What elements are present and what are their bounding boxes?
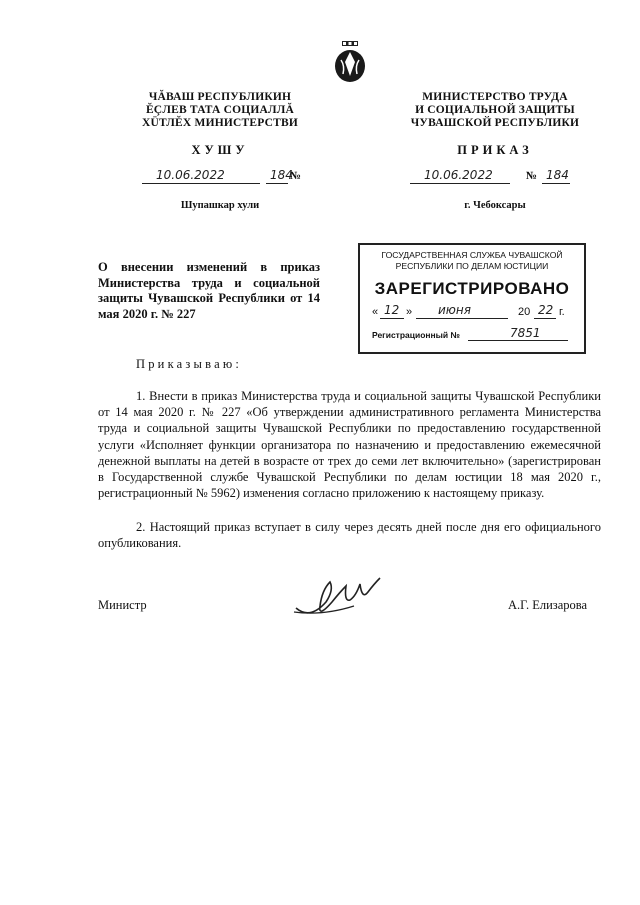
left-city: Шупашкар хули: [180, 200, 260, 211]
left-date-underline: [142, 183, 260, 184]
document-title: О внесении изменений в приказ Министерства труда и социальной защиты Чувашской Республики от 14 мая 2020 г. № 227: [98, 260, 320, 321]
stamp-registered-label: ЗАРЕГИСТРИРОВАНО: [374, 279, 570, 298]
right-date-number: [410, 168, 580, 186]
stamp-reg-number: 7851: [510, 326, 541, 340]
left-header-line: ĔÇЛЕВ ТАТА СОЦИАЛЛĂ: [145, 104, 295, 116]
right-number-handwritten: 184: [546, 168, 569, 182]
stamp-reg-label: Регистрационный №: [372, 330, 460, 340]
signer-position: Министр: [98, 598, 147, 612]
left-doc-type: ХУШУ: [191, 143, 249, 157]
stamp-month-underline: [416, 318, 508, 319]
order-paragraph: 2. Настоящий приказ вступает в силу через десять дней после дня его официального опубликования.: [98, 520, 601, 551]
stamp-date-row: [360, 303, 584, 323]
right-header-line: ЧУВАШСКОЙ РЕСПУБЛИКИ: [410, 117, 580, 129]
right-header-line: И СОЦИАЛЬНОЙ ЗАЩИТЫ: [415, 104, 575, 116]
signer-name: А.Г. Елизарова: [508, 598, 588, 612]
left-header-org: [120, 91, 320, 130]
left-header-line: ЧĂВАШ РЕСПУБЛИКИН: [148, 91, 292, 103]
right-header-org: [395, 91, 595, 130]
stamp-year-suffix: 22: [538, 303, 554, 317]
stamp-reg-row: [360, 325, 584, 343]
left-header-line: ХÜТЛĔХ МИНИСТЕРСТВИ: [141, 117, 299, 129]
stamp-year-underline: [534, 318, 556, 319]
left-date-handwritten: 10.06.2022: [156, 168, 225, 182]
stamp-month: июня: [438, 303, 471, 317]
right-city: г. Чебоксары: [464, 200, 526, 211]
order-word: Приказываю:: [136, 357, 243, 371]
stamp-reg-underline: [468, 340, 568, 341]
left-number-sign: №: [290, 170, 302, 182]
handwritten-signature-icon: [292, 572, 384, 624]
stamp-quote-open: «: [372, 306, 379, 318]
right-date-handwritten: 10.06.2022: [424, 168, 493, 182]
right-date-underline: [410, 183, 510, 184]
stamp-org-line: РЕСПУБЛИКИ ПО ДЕЛАМ ЮСТИЦИИ: [395, 261, 549, 271]
stamp-org-line: ГОСУДАРСТВЕННАЯ СЛУЖБА ЧУВАШСКОЙ: [381, 250, 563, 260]
stamp-year-prefix: 20: [518, 306, 531, 318]
right-doc-type: ПРИКАЗ: [457, 143, 533, 157]
left-number-handwritten: 184: [270, 168, 293, 182]
coat-of-arms-emblem: [333, 40, 367, 84]
stamp-day: 12: [384, 303, 400, 317]
right-number-underline: [542, 183, 570, 184]
left-date-number: [142, 168, 312, 186]
stamp-day-underline: [380, 318, 404, 319]
right-number-sign: №: [526, 170, 538, 182]
registration-stamp: [358, 243, 586, 354]
stamp-year-unit: г.: [559, 306, 565, 318]
order-paragraph: 1. Внести в приказ Министерства труда и социальной защиты Чувашской Республики от 14 мая 2020 г. № 227 «Об утверждении административного регламента Министерства труда и социальной защиты Чувашской Республики по предоставлению государственной услуги «Исполняет функции организатора по назначению и предоставлению ежемесячной денежной выплаты на детей в возрасте от трех до семи лет включительно» (зарегистрирован в Государственной службе Чувашской Республики по делам юстиции 18 мая 2020 г., регистрационный № 5962) изменения согласно приложению к настоящему приказу.: [98, 389, 601, 501]
right-header-line: МИНИСТЕРСТВО ТРУДА: [422, 91, 568, 103]
stamp-quote-close: »: [406, 306, 413, 318]
left-number-underline: [266, 183, 288, 184]
